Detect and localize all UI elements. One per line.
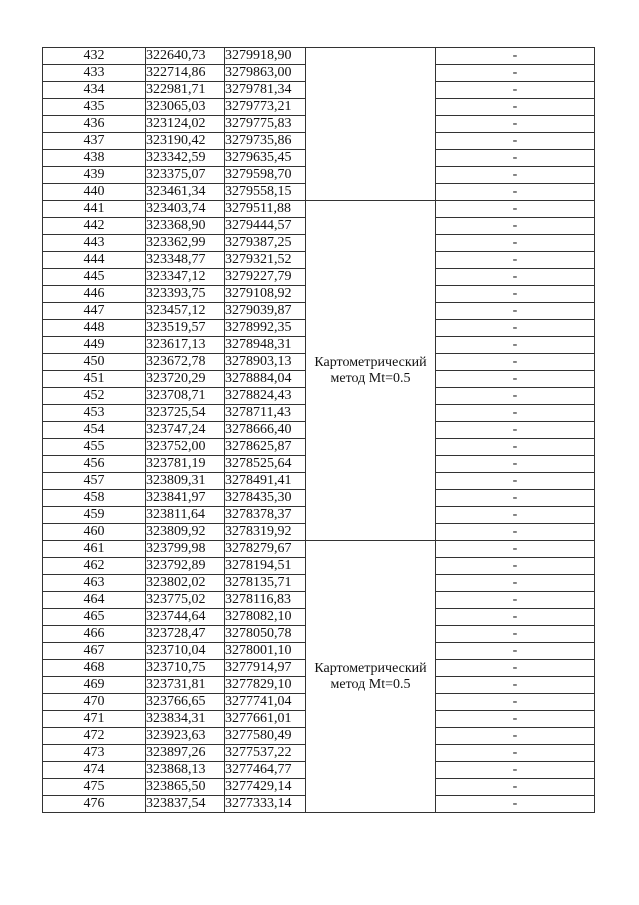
point-number-cell: 476	[43, 796, 146, 813]
accuracy-note-cell: -	[436, 422, 595, 439]
table-row	[43, 201, 595, 218]
y-coordinate-cell: 3277580,49	[225, 728, 306, 745]
x-coordinate-cell: 323362,99	[146, 235, 225, 252]
accuracy-note-cell: -	[436, 218, 595, 235]
y-coordinate-cell: 3277464,77	[225, 762, 306, 779]
x-coordinate-cell: 323672,78	[146, 354, 225, 371]
x-coordinate-cell: 323347,12	[146, 269, 225, 286]
y-coordinate-cell: 3279558,15	[225, 184, 306, 201]
point-number-cell: 452	[43, 388, 146, 405]
accuracy-note-cell: -	[436, 728, 595, 745]
point-number-cell: 464	[43, 592, 146, 609]
accuracy-note-cell: -	[436, 626, 595, 643]
y-coordinate-cell: 3279321,52	[225, 252, 306, 269]
x-coordinate-cell: 323708,71	[146, 388, 225, 405]
x-coordinate-cell: 322981,71	[146, 82, 225, 99]
y-coordinate-cell: 3279598,70	[225, 167, 306, 184]
accuracy-note-cell: -	[436, 643, 595, 660]
point-number-cell: 466	[43, 626, 146, 643]
x-coordinate-cell: 323725,54	[146, 405, 225, 422]
point-number-cell: 469	[43, 677, 146, 694]
point-number-cell: 467	[43, 643, 146, 660]
y-coordinate-cell: 3278378,37	[225, 507, 306, 524]
accuracy-note-cell: -	[436, 371, 595, 388]
accuracy-note-cell: -	[436, 48, 595, 65]
x-coordinate-cell: 323792,89	[146, 558, 225, 575]
y-coordinate-cell: 3279108,92	[225, 286, 306, 303]
accuracy-note-cell: -	[436, 337, 595, 354]
coordinates-table-body	[43, 48, 595, 813]
point-number-cell: 439	[43, 167, 146, 184]
y-coordinate-cell: 3278903,13	[225, 354, 306, 371]
y-coordinate-cell: 3277429,14	[225, 779, 306, 796]
accuracy-note-cell: -	[436, 82, 595, 99]
point-number-cell: 450	[43, 354, 146, 371]
x-coordinate-cell: 323342,59	[146, 150, 225, 167]
point-number-cell: 456	[43, 456, 146, 473]
y-coordinate-cell: 3279781,34	[225, 82, 306, 99]
accuracy-note-cell: -	[436, 694, 595, 711]
x-coordinate-cell: 323841,97	[146, 490, 225, 507]
y-coordinate-cell: 3277661,01	[225, 711, 306, 728]
point-number-cell: 453	[43, 405, 146, 422]
accuracy-note-cell: -	[436, 303, 595, 320]
accuracy-note-cell: -	[436, 320, 595, 337]
y-coordinate-cell: 3278319,92	[225, 524, 306, 541]
x-coordinate-cell: 322640,73	[146, 48, 225, 65]
x-coordinate-cell: 323403,74	[146, 201, 225, 218]
y-coordinate-cell: 3279039,87	[225, 303, 306, 320]
point-number-cell: 440	[43, 184, 146, 201]
accuracy-note-cell: -	[436, 439, 595, 456]
y-coordinate-cell: 3279863,00	[225, 65, 306, 82]
x-coordinate-cell: 323775,02	[146, 592, 225, 609]
accuracy-note-cell: -	[436, 116, 595, 133]
point-number-cell: 454	[43, 422, 146, 439]
x-coordinate-cell: 323868,13	[146, 762, 225, 779]
method-cell	[306, 48, 436, 201]
x-coordinate-cell: 323834,31	[146, 711, 225, 728]
x-coordinate-cell: 323809,31	[146, 473, 225, 490]
x-coordinate-cell: 323752,00	[146, 439, 225, 456]
accuracy-note-cell: -	[436, 507, 595, 524]
x-coordinate-cell: 323617,13	[146, 337, 225, 354]
y-coordinate-cell: 3278992,35	[225, 320, 306, 337]
accuracy-note-cell: -	[436, 796, 595, 813]
y-coordinate-cell: 3277537,22	[225, 745, 306, 762]
x-coordinate-cell: 323747,24	[146, 422, 225, 439]
accuracy-note-cell: -	[436, 354, 595, 371]
accuracy-note-cell: -	[436, 201, 595, 218]
accuracy-note-cell: -	[436, 235, 595, 252]
y-coordinate-cell: 3279511,88	[225, 201, 306, 218]
point-number-cell: 444	[43, 252, 146, 269]
x-coordinate-cell: 323802,02	[146, 575, 225, 592]
point-number-cell: 475	[43, 779, 146, 796]
accuracy-note-cell: -	[436, 575, 595, 592]
table-row	[43, 541, 595, 558]
point-number-cell: 463	[43, 575, 146, 592]
y-coordinate-cell: 3278116,83	[225, 592, 306, 609]
y-coordinate-cell: 3278194,51	[225, 558, 306, 575]
x-coordinate-cell: 323811,64	[146, 507, 225, 524]
point-number-cell: 458	[43, 490, 146, 507]
point-number-cell: 432	[43, 48, 146, 65]
x-coordinate-cell: 323766,65	[146, 694, 225, 711]
point-number-cell: 451	[43, 371, 146, 388]
accuracy-note-cell: -	[436, 456, 595, 473]
y-coordinate-cell: 3277914,97	[225, 660, 306, 677]
x-coordinate-cell: 323124,02	[146, 116, 225, 133]
point-number-cell: 459	[43, 507, 146, 524]
accuracy-note-cell: -	[436, 65, 595, 82]
accuracy-note-cell: -	[436, 541, 595, 558]
x-coordinate-cell: 323461,34	[146, 184, 225, 201]
coordinates-table-container	[42, 47, 594, 813]
y-coordinate-cell: 3279773,21	[225, 99, 306, 116]
accuracy-note-cell: -	[436, 150, 595, 167]
accuracy-note-cell: -	[436, 660, 595, 677]
x-coordinate-cell: 323368,90	[146, 218, 225, 235]
y-coordinate-cell: 3279227,79	[225, 269, 306, 286]
x-coordinate-cell: 323781,19	[146, 456, 225, 473]
accuracy-note-cell: -	[436, 711, 595, 728]
accuracy-note-cell: -	[436, 388, 595, 405]
accuracy-note-cell: -	[436, 184, 595, 201]
y-coordinate-cell: 3278525,64	[225, 456, 306, 473]
x-coordinate-cell: 322714,86	[146, 65, 225, 82]
x-coordinate-cell: 323923,63	[146, 728, 225, 745]
y-coordinate-cell: 3278625,87	[225, 439, 306, 456]
accuracy-note-cell: -	[436, 286, 595, 303]
accuracy-note-cell: -	[436, 490, 595, 507]
y-coordinate-cell: 3277829,10	[225, 677, 306, 694]
y-coordinate-cell: 3279444,57	[225, 218, 306, 235]
point-number-cell: 460	[43, 524, 146, 541]
point-number-cell: 443	[43, 235, 146, 252]
accuracy-note-cell: -	[436, 167, 595, 184]
y-coordinate-cell: 3278279,67	[225, 541, 306, 558]
table-row	[43, 48, 595, 65]
x-coordinate-cell: 323393,75	[146, 286, 225, 303]
accuracy-note-cell: -	[436, 609, 595, 626]
x-coordinate-cell: 323710,75	[146, 660, 225, 677]
x-coordinate-cell: 323897,26	[146, 745, 225, 762]
point-number-cell: 461	[43, 541, 146, 558]
point-number-cell: 433	[43, 65, 146, 82]
point-number-cell: 462	[43, 558, 146, 575]
y-coordinate-cell: 3279635,45	[225, 150, 306, 167]
y-coordinate-cell: 3278824,43	[225, 388, 306, 405]
x-coordinate-cell: 323865,50	[146, 779, 225, 796]
y-coordinate-cell: 3278082,10	[225, 609, 306, 626]
x-coordinate-cell: 323348,77	[146, 252, 225, 269]
method-cell: Картометрический метод Mt=0.5	[306, 201, 436, 541]
y-coordinate-cell: 3278884,04	[225, 371, 306, 388]
x-coordinate-cell: 323375,07	[146, 167, 225, 184]
x-coordinate-cell: 323457,12	[146, 303, 225, 320]
method-cell: Картометрический метод Mt=0.5	[306, 541, 436, 813]
y-coordinate-cell: 3277741,04	[225, 694, 306, 711]
x-coordinate-cell: 323809,92	[146, 524, 225, 541]
y-coordinate-cell: 3279775,83	[225, 116, 306, 133]
x-coordinate-cell: 323065,03	[146, 99, 225, 116]
accuracy-note-cell: -	[436, 473, 595, 490]
point-number-cell: 434	[43, 82, 146, 99]
x-coordinate-cell: 323837,54	[146, 796, 225, 813]
coordinates-table	[42, 47, 595, 813]
accuracy-note-cell: -	[436, 133, 595, 150]
x-coordinate-cell: 323710,04	[146, 643, 225, 660]
point-number-cell: 442	[43, 218, 146, 235]
accuracy-note-cell: -	[436, 762, 595, 779]
y-coordinate-cell: 3278948,31	[225, 337, 306, 354]
point-number-cell: 436	[43, 116, 146, 133]
point-number-cell: 438	[43, 150, 146, 167]
point-number-cell: 448	[43, 320, 146, 337]
accuracy-note-cell: -	[436, 592, 595, 609]
accuracy-note-cell: -	[436, 677, 595, 694]
accuracy-note-cell: -	[436, 779, 595, 796]
y-coordinate-cell: 3278135,71	[225, 575, 306, 592]
point-number-cell: 468	[43, 660, 146, 677]
point-number-cell: 441	[43, 201, 146, 218]
x-coordinate-cell: 323731,81	[146, 677, 225, 694]
point-number-cell: 473	[43, 745, 146, 762]
x-coordinate-cell: 323728,47	[146, 626, 225, 643]
y-coordinate-cell: 3278001,10	[225, 643, 306, 660]
y-coordinate-cell: 3277333,14	[225, 796, 306, 813]
accuracy-note-cell: -	[436, 405, 595, 422]
point-number-cell: 471	[43, 711, 146, 728]
point-number-cell: 435	[43, 99, 146, 116]
y-coordinate-cell: 3278050,78	[225, 626, 306, 643]
point-number-cell: 437	[43, 133, 146, 150]
point-number-cell: 449	[43, 337, 146, 354]
x-coordinate-cell: 323519,57	[146, 320, 225, 337]
point-number-cell: 446	[43, 286, 146, 303]
y-coordinate-cell: 3279918,90	[225, 48, 306, 65]
accuracy-note-cell: -	[436, 99, 595, 116]
point-number-cell: 470	[43, 694, 146, 711]
x-coordinate-cell: 323190,42	[146, 133, 225, 150]
point-number-cell: 445	[43, 269, 146, 286]
accuracy-note-cell: -	[436, 745, 595, 762]
y-coordinate-cell: 3279387,25	[225, 235, 306, 252]
x-coordinate-cell: 323720,29	[146, 371, 225, 388]
x-coordinate-cell: 323799,98	[146, 541, 225, 558]
y-coordinate-cell: 3278435,30	[225, 490, 306, 507]
point-number-cell: 474	[43, 762, 146, 779]
accuracy-note-cell: -	[436, 252, 595, 269]
point-number-cell: 455	[43, 439, 146, 456]
y-coordinate-cell: 3279735,86	[225, 133, 306, 150]
y-coordinate-cell: 3278711,43	[225, 405, 306, 422]
point-number-cell: 472	[43, 728, 146, 745]
point-number-cell: 465	[43, 609, 146, 626]
y-coordinate-cell: 3278491,41	[225, 473, 306, 490]
point-number-cell: 457	[43, 473, 146, 490]
accuracy-note-cell: -	[436, 269, 595, 286]
accuracy-note-cell: -	[436, 524, 595, 541]
y-coordinate-cell: 3278666,40	[225, 422, 306, 439]
point-number-cell: 447	[43, 303, 146, 320]
accuracy-note-cell: -	[436, 558, 595, 575]
x-coordinate-cell: 323744,64	[146, 609, 225, 626]
